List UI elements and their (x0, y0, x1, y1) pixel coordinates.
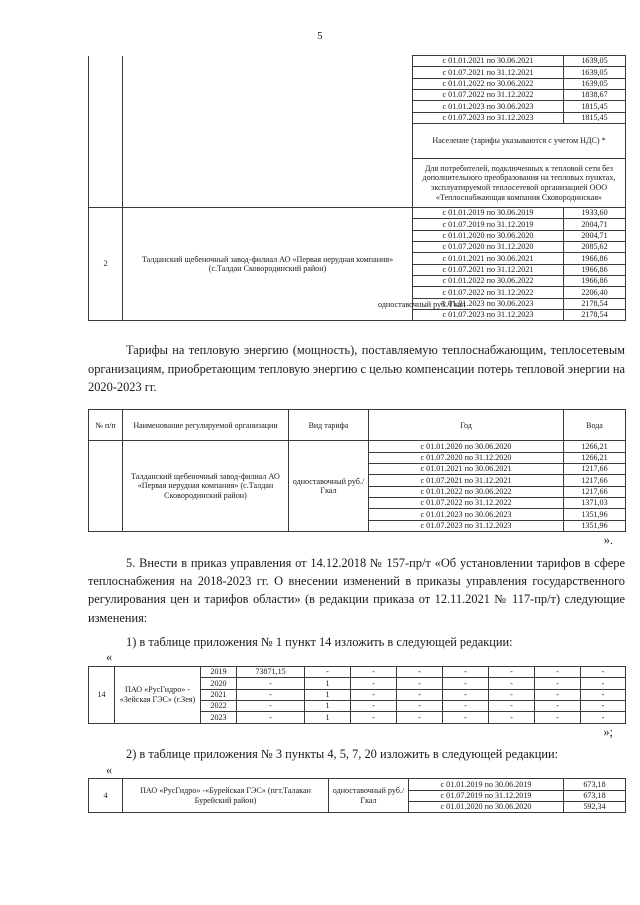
tariff-table-continuation (88, 55, 626, 321)
cell-year: 2019 (201, 667, 237, 678)
cell-value: 2178,54 (564, 309, 626, 320)
cell-period: с 01.07.2020 по 31.12.2020 (413, 241, 564, 252)
cell-value: 1933,60 (564, 207, 626, 218)
cell-value: 2085,62 (564, 241, 626, 252)
cell-period: с 01.01.2022 по 30.06.2022 (413, 78, 564, 89)
opening-quote-table4: « (106, 762, 113, 777)
cell-value: 1217,66 (564, 486, 626, 497)
table-row (89, 207, 626, 218)
cell-period: с 01.01.2020 по 30.06.2020 (413, 230, 564, 241)
cell-year: 2022 (201, 701, 237, 712)
cell-period: с 01.07.2023 по 31.12.2023 (369, 520, 564, 531)
table-row-consumer-note (89, 158, 626, 207)
row-number: 14 (89, 667, 115, 724)
cell-period: с 01.07.2019 по 31.12.2019 (413, 219, 564, 230)
tariff-type: одноставочный руб./Гкал (329, 779, 409, 813)
cell-num-blank (89, 123, 123, 158)
cell-value: - (237, 701, 305, 712)
cell-period: с 01.07.2021 по 31.12.2021 (369, 475, 564, 486)
header-organization: Наименование регулируемой организации (123, 410, 289, 441)
organization-name: Талданский щебеночный завод-филиал АО «Первая нерудная компания» (с.Талдан Сковородинский район) (123, 207, 413, 320)
cell-period: с 01.01.2022 по 30.06.2022 (369, 486, 564, 497)
page-number: 5 (317, 30, 323, 42)
cell-period: с 01.07.2019 по 31.12.2019 (409, 790, 564, 801)
row-number: 2 (89, 207, 123, 320)
cell-data: - (443, 701, 489, 712)
page-content (88, 55, 625, 813)
cell-data: - (443, 678, 489, 689)
header-water: Вода (564, 410, 626, 441)
cell-data: - (351, 667, 397, 678)
cell-data: - (535, 712, 581, 723)
table3-body (89, 667, 626, 724)
cell-value: - (237, 678, 305, 689)
cell-data: - (535, 701, 581, 712)
paragraph-sub1: 1) в таблице приложения № 1 пункт 14 изложить в следующей редакции: (126, 635, 513, 650)
cell-data: - (443, 712, 489, 723)
cell-data: - (397, 667, 443, 678)
cell-period: с 01.07.2021 по 31.12.2021 (413, 264, 564, 275)
cell-org-blank (123, 56, 413, 124)
header-tariff-type: Вид тарифа (289, 410, 369, 441)
cell-data: 1 (305, 701, 351, 712)
cell-value: 1639,05 (564, 78, 626, 89)
cell-value: 1966,86 (564, 264, 626, 275)
cell-value: 1815,45 (564, 112, 626, 123)
cell-data: - (489, 667, 535, 678)
cell-value: 1815,45 (564, 101, 626, 112)
cell-value: 2004,71 (564, 230, 626, 241)
cell-value: 1217,66 (564, 475, 626, 486)
cell-value: 592,34 (564, 801, 626, 812)
closing-quote-table2: ». (603, 532, 613, 547)
cell-period: с 01.07.2022 по 31.12.2022 (413, 287, 564, 298)
closing-quote-table3: »; (603, 724, 613, 739)
consumer-note: Для потребителей, подключенных к тепловой сети без дополнительного преобразования на тепловых пунктах, эксплуатируемой теплосетевой организацией ООО «Теплоснабжающая компания Сковородинская» (413, 158, 626, 207)
cell-num-blank (89, 56, 123, 124)
cell-period: с 01.01.2023 по 30.06.2023 (413, 101, 564, 112)
table-row-population-note (89, 123, 626, 158)
cell-value: 1266,21 (564, 441, 626, 452)
cell-data: - (581, 689, 626, 700)
cell-period: с 01.01.2022 по 30.06.2022 (413, 275, 564, 286)
cell-data: - (489, 678, 535, 689)
cell-period: с 01.07.2023 по 31.12.2023 (413, 309, 564, 320)
cell-period: с 01.01.2019 по 30.06.2019 (413, 207, 564, 218)
cell-period: с 01.01.2021 по 30.06.2021 (413, 56, 564, 67)
cell-data: - (443, 667, 489, 678)
losses-tariff-table (88, 409, 626, 532)
cell-value: 673,18 (564, 779, 626, 790)
row-number: 4 (89, 779, 123, 813)
table2-head (89, 410, 626, 441)
cell-value: 1639,05 (564, 56, 626, 67)
cell-value: 1966,86 (564, 253, 626, 264)
paragraph-sub2: 2) в таблице приложения № 3 пункты 4, 5, 7, 20 изложить в следующей редакции: (126, 747, 559, 762)
cell-data: - (489, 701, 535, 712)
table2-body (89, 441, 626, 532)
cell-period: с 01.01.2021 по 30.06.2021 (369, 463, 564, 474)
cell-data: - (443, 689, 489, 700)
cell-value: 1217,66 (564, 463, 626, 474)
cell-period: с 01.01.2019 по 30.06.2019 (409, 779, 564, 790)
appendix1-item14-table (88, 666, 626, 724)
cell-data: - (535, 667, 581, 678)
header-year: Год (369, 410, 564, 441)
organization-name: Талданский щебеночный завод-филиал АО «Первая нерудная компания» (с.Талдан Сковородинский район) (123, 441, 289, 532)
cell-value: 2178,54 (564, 298, 626, 309)
cell-value: 1966,86 (564, 275, 626, 286)
table1-body (89, 56, 626, 321)
cell-data: - (351, 701, 397, 712)
cell-data: - (581, 678, 626, 689)
cell-value: 73871,15 (237, 667, 305, 678)
cell-year: 2023 (201, 712, 237, 723)
cell-data: - (535, 678, 581, 689)
cell-data: - (581, 701, 626, 712)
cell-value: 1639,05 (564, 67, 626, 78)
cell-data: - (351, 712, 397, 723)
table-row (89, 779, 626, 790)
paragraph-tariffs: Тарифы на тепловую энергию (мощность), поставляемую теплоснабжающим, теплосетевым организациям, приобретающим тепловую энергию с целью компенсации потерь тепловой энергии на 2020-2023 гг. (88, 343, 625, 394)
table-row (89, 56, 626, 67)
cell-year: 2020 (201, 678, 237, 689)
cell-num-blank (89, 158, 123, 207)
table-row (89, 441, 626, 452)
cell-year: 2021 (201, 689, 237, 700)
table-header-row (89, 410, 626, 441)
cell-value: 2004,71 (564, 219, 626, 230)
cell-period: с 01.07.2021 по 31.12.2021 (413, 67, 564, 78)
cell-period: с 01.01.2020 по 30.06.2020 (409, 801, 564, 812)
cell-data: 1 (305, 678, 351, 689)
cell-value: 1838,67 (564, 89, 626, 100)
cell-data: 1 (305, 712, 351, 723)
cell-data: - (305, 667, 351, 678)
cell-value: 1351,96 (564, 520, 626, 531)
cell-org-blank (123, 158, 413, 207)
appendix3-items-table (88, 778, 626, 813)
cell-data: - (581, 667, 626, 678)
cell-data: - (535, 689, 581, 700)
cell-value: 1351,96 (564, 509, 626, 520)
cell-period: с 01.01.2023 по 30.06.2023 (369, 509, 564, 520)
cell-value: 1371,03 (564, 497, 626, 508)
cell-data: - (397, 678, 443, 689)
cell-period: с 01.07.2022 по 31.12.2022 (413, 89, 564, 100)
cell-data: - (397, 689, 443, 700)
header-num: № п/п (89, 410, 123, 441)
cell-value: - (237, 689, 305, 700)
cell-data: - (397, 712, 443, 723)
cell-data: - (489, 712, 535, 723)
cell-value: 1266,21 (564, 452, 626, 463)
cell-value: - (237, 712, 305, 723)
cell-value: 673,18 (564, 790, 626, 801)
paragraph-item5: 5. Внести в приказ управления от 14.12.2018 № 157-пр/т «Об установлении тарифов в сфере теплоснабжения на 2018-2023 гг. О внесении изменений в приказы управления государственного регулирования цен и тарифов области» (в редакции приказа от 12.11.2021 № 117-пр/т) следующие изменения: (88, 555, 625, 625)
cell-data: - (581, 712, 626, 723)
opening-quote-table3: « (106, 650, 113, 665)
tariff-type-label: одноставочный руб./Гкал (378, 300, 466, 309)
cell-data: - (397, 701, 443, 712)
table-row (89, 667, 626, 678)
cell-period: с 01.07.2023 по 31.12.2023 (413, 112, 564, 123)
cell-period: с 01.01.2021 по 30.06.2021 (413, 253, 564, 264)
population-note: Население (тарифы указываются с учетом НДС) * (413, 123, 626, 158)
cell-value: 2206,40 (564, 287, 626, 298)
cell-period: с 01.01.2020 по 30.06.2020 (369, 441, 564, 452)
cell-data: - (489, 689, 535, 700)
row-number (89, 441, 123, 532)
organization-name: ПАО «РусГидро» - «Зейская ГЭС» (г.Зея) (115, 667, 201, 724)
cell-data: 1 (305, 689, 351, 700)
cell-data: - (351, 689, 397, 700)
tariff-type: одноставочный руб./Гкал (289, 441, 369, 532)
cell-period: с 01.07.2020 по 31.12.2020 (369, 452, 564, 463)
cell-data: - (351, 678, 397, 689)
cell-period: с 01.07.2022 по 31.12.2022 (369, 497, 564, 508)
cell-org-blank (123, 123, 413, 158)
organization-name: ПАО «РусГидро» -«Бурейская ГЭС» (пгт.Талакан Бурейский район) (123, 779, 329, 813)
cell-period: с 01.01.2023 по 30.06.2023 (413, 298, 564, 309)
table4-body (89, 779, 626, 813)
